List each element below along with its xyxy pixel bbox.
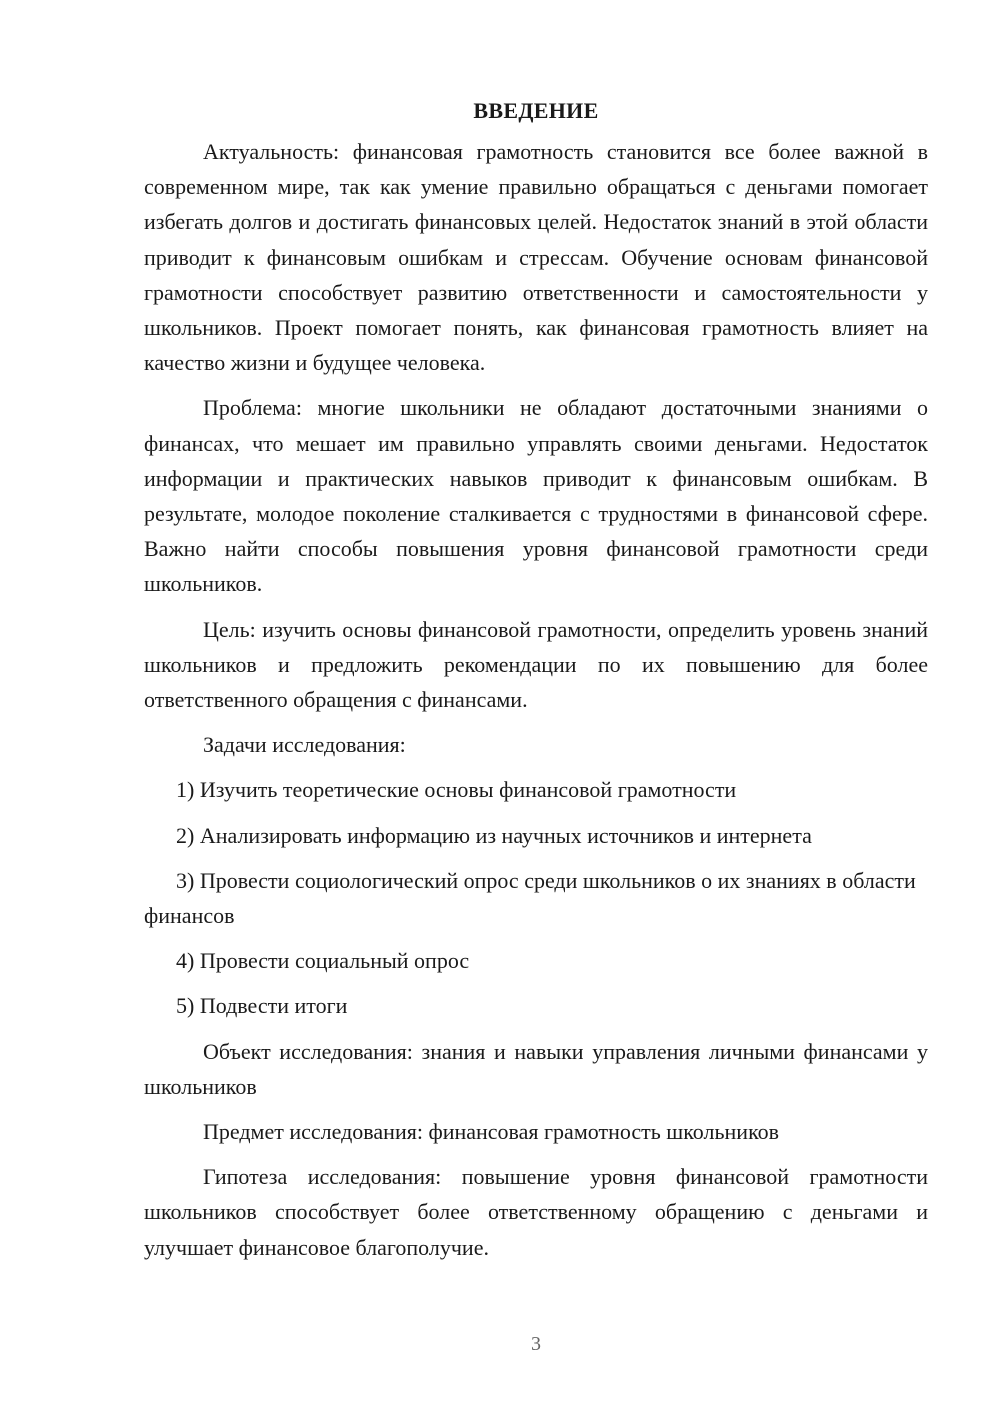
problem-paragraph: Проблема: многие школьники не обладают достаточными знаниями о финансах, что мешает им правильно управлять своими деньгами. Недостаток информации и практических навыков приводит к финансовым ошибкам. В результате, молодое поколение сталкивается с трудностями в финансовой сфере. Важно найти способы повышения уровня финансовой грамотности среди школьников.: [144, 395, 928, 597]
page-title: ВВЕДЕНИЕ: [473, 98, 599, 123]
page-number: 3: [531, 1333, 541, 1355]
task-item: 2) Анализировать информацию из научных источников и интернета: [176, 822, 812, 848]
relevance-paragraph: Актуальность: финансовая грамотность становится все более важной в современном мире, так как умение правильно обращаться с деньгами помогает избегать долгов и достигать финансовых целей. Недостаток знаний в этой области приводит к финансовым ошибкам и стрессам. Обучение основам финансовой грамотности способствует развитию ответственности и самостоятельности у школьников. Проект помогает понять, как финансовая грамотность влияет на качество жизни и будущее человека.: [144, 139, 928, 376]
tasks-heading: Задачи исследования:: [203, 732, 406, 758]
task-item: 3) Провести социологический опрос среди школьников о их знаниях в области финансов: [144, 867, 916, 929]
object-paragraph: Объект исследования: знания и навыки управления личными финансами у школьников: [144, 1038, 928, 1099]
task-item: 5) Подвести итоги: [176, 993, 348, 1019]
task-item: 4) Провести социальный опрос: [176, 948, 470, 974]
document-page: [144, 96, 928, 1275]
subject-paragraph: Предмет исследования: финансовая грамотность школьников: [203, 1119, 780, 1145]
goal-paragraph: Цель: изучить основы финансовой грамотности, определить уровень знаний школьников и предложить рекомендации по их повышению для более ответственного обращения с финансами.: [144, 616, 928, 713]
hypothesis-paragraph: Гипотеза исследования: повышение уровня финансовой грамотности школьников способствует более ответственному обращению с деньгами и улучшает финансовое благополучие.: [144, 1164, 928, 1260]
task-item: 1) Изучить теоретические основы финансовой грамотности: [176, 777, 737, 803]
